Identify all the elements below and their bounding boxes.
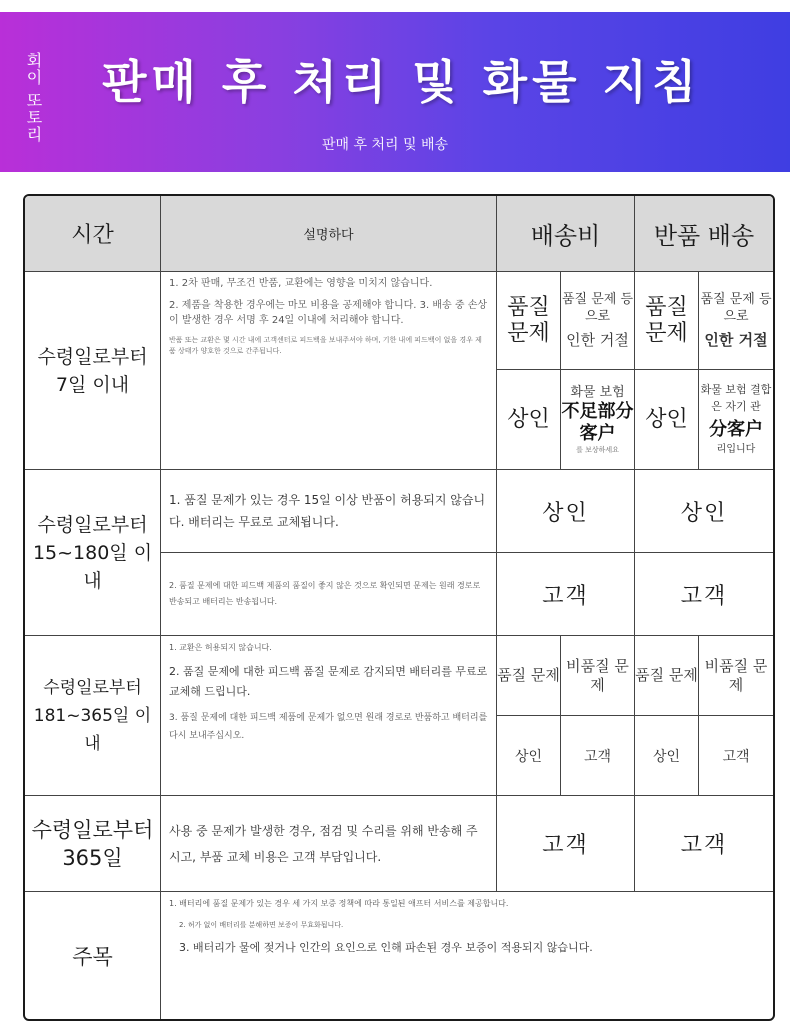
header-shipping: 배송비 <box>497 196 635 272</box>
desc-line: 1. 교환은 허용되지 않습니다. <box>169 643 272 652</box>
shipping-customer: 고객 <box>497 553 635 636</box>
refuse-bottom: 인한 거절 <box>704 331 768 349</box>
insurance-cell <box>561 370 635 470</box>
notice-line: 1. 배터리에 품질 문제가 있는 경우 세 가지 보증 정책에 따라 통일된 애프터 서비스를 제공합니다. <box>169 899 509 908</box>
desc-line: 사용 중 문제가 발생한 경우, 점검 및 수리를 위해 반송해 주시고, 부품 교체 비용은 고객 부담입니다. <box>169 823 478 864</box>
merchant-cell-return: 상인 <box>635 716 699 796</box>
refuse-top: 품질 문제 등으로 <box>561 292 634 324</box>
insurance-top: 화물 보험 <box>570 385 625 400</box>
notice-label: 주목 <box>25 892 161 1019</box>
return-merchant: 상인 <box>635 470 773 553</box>
policy-table <box>23 194 775 1021</box>
desc-note: 반품 또는 교환은 몇 시간 내에 고객센터로 피드백을 보내주셔야 하며, 기한 내에 피드백이 없을 경우 제품 상태가 양호한 것으로 간주됩니다. <box>169 336 482 355</box>
customer-cell: 고객 <box>561 716 635 796</box>
merchant-cell: 상인 <box>497 716 561 796</box>
desc-line: 1. 2차 판매, 무조건 반품, 교환에는 영향을 미치지 않습니다. <box>169 278 433 289</box>
brand-side-text: 회이 또토리 <box>24 52 43 144</box>
quality-issue-return: 품질 문제 <box>635 636 699 716</box>
merchant-label: 상인 <box>497 370 561 470</box>
desc-line: 3. 품질 문제에 대한 피드백 제품에 문제가 없으면 원래 경로로 반품하고 배터리를 다시 보내주십시오. <box>169 713 488 741</box>
quality-issue-label-return: 품질 문제 <box>635 272 699 370</box>
refuse-bottom: 인한 거절 <box>566 331 629 349</box>
return-customer-365: 고객 <box>635 796 773 892</box>
desc-line: 2. 제품을 착용한 경우에는 마모 비용을 공제해야 합니다. 3. 배송 중 손상이 발생한 경우 서명 후 24일 이내에 처리해야 합니다. <box>169 300 488 326</box>
insurance-top: 화물 보험 결합은 자기 관 <box>700 383 772 413</box>
desc-line: 1. 품질 문제가 있는 경우 15일 이상 반품이 허용되지 않습니다. 배터리는 무료로 교체됩니다. <box>169 493 486 529</box>
notice-line: 2. 허가 없이 배터리를 분해하면 보증이 무효화됩니다. <box>179 921 344 929</box>
shipping-merchant: 상인 <box>497 470 635 553</box>
header-banner <box>0 12 790 172</box>
period-181-365-days: 수령일로부터 181~365일 이내 <box>25 636 161 796</box>
quality-issue: 품질 문제 <box>497 636 561 716</box>
refuse-top: 품질 문제 등으로 <box>700 292 772 324</box>
shipping-customer-365: 고객 <box>497 796 635 892</box>
non-quality-issue-return: 비품질 문제 <box>699 636 773 716</box>
description-15-180-a <box>161 470 497 553</box>
description-15-180-b <box>161 553 497 636</box>
refuse-cell <box>561 272 635 370</box>
header-time: 시간 <box>25 196 161 272</box>
description-181-365 <box>161 636 497 796</box>
period-15-180-days: 수령일로부터 15~180일 이내 <box>25 470 161 636</box>
description-7-days <box>161 272 497 470</box>
merchant-label-return: 상인 <box>635 370 699 470</box>
period-365-days: 수령일로부터 365일 <box>25 796 161 892</box>
refuse-cell-return <box>699 272 773 370</box>
return-customer: 고객 <box>635 553 773 636</box>
page-title: 판매 후 처리 및 화물 지침 <box>102 55 702 109</box>
customer-cell-return: 고객 <box>699 716 773 796</box>
header-description: 설명하다 <box>161 196 497 272</box>
header-return-shipping: 반품 배송 <box>635 196 773 272</box>
non-quality-issue: 비품질 문제 <box>561 636 635 716</box>
insurance-main: 分客户 <box>709 419 763 440</box>
page-subtitle: 판매 후 처리 및 배송 <box>322 137 448 153</box>
insurance-cell-return <box>699 370 773 470</box>
description-365 <box>161 796 497 892</box>
insurance-note: 를 보상하세요 <box>576 446 619 454</box>
insurance-main: 不足部分客户 <box>561 401 634 444</box>
insurance-note: 리입니다 <box>716 444 756 455</box>
desc-line: 2. 품질 문제에 대한 피드백 제품의 품질이 좋지 않은 것으로 확인되면 문제는 원래 경로로 반송되고 배터리는 반송됩니다. <box>169 581 481 606</box>
notice-text <box>161 892 773 1019</box>
notice-line: 3. 배터리가 물에 젖거나 인간의 요인으로 인해 파손된 경우 보증이 적용되지 않습니다. <box>179 941 593 954</box>
desc-line: 2. 품질 문제에 대한 피드백 품질 문제로 감지되면 배터리를 무료로 교체해 드립니다. <box>169 665 488 698</box>
quality-issue-label: 품질 문제 <box>497 272 561 370</box>
period-7-days: 수령일로부터 7일 이내 <box>25 272 161 470</box>
